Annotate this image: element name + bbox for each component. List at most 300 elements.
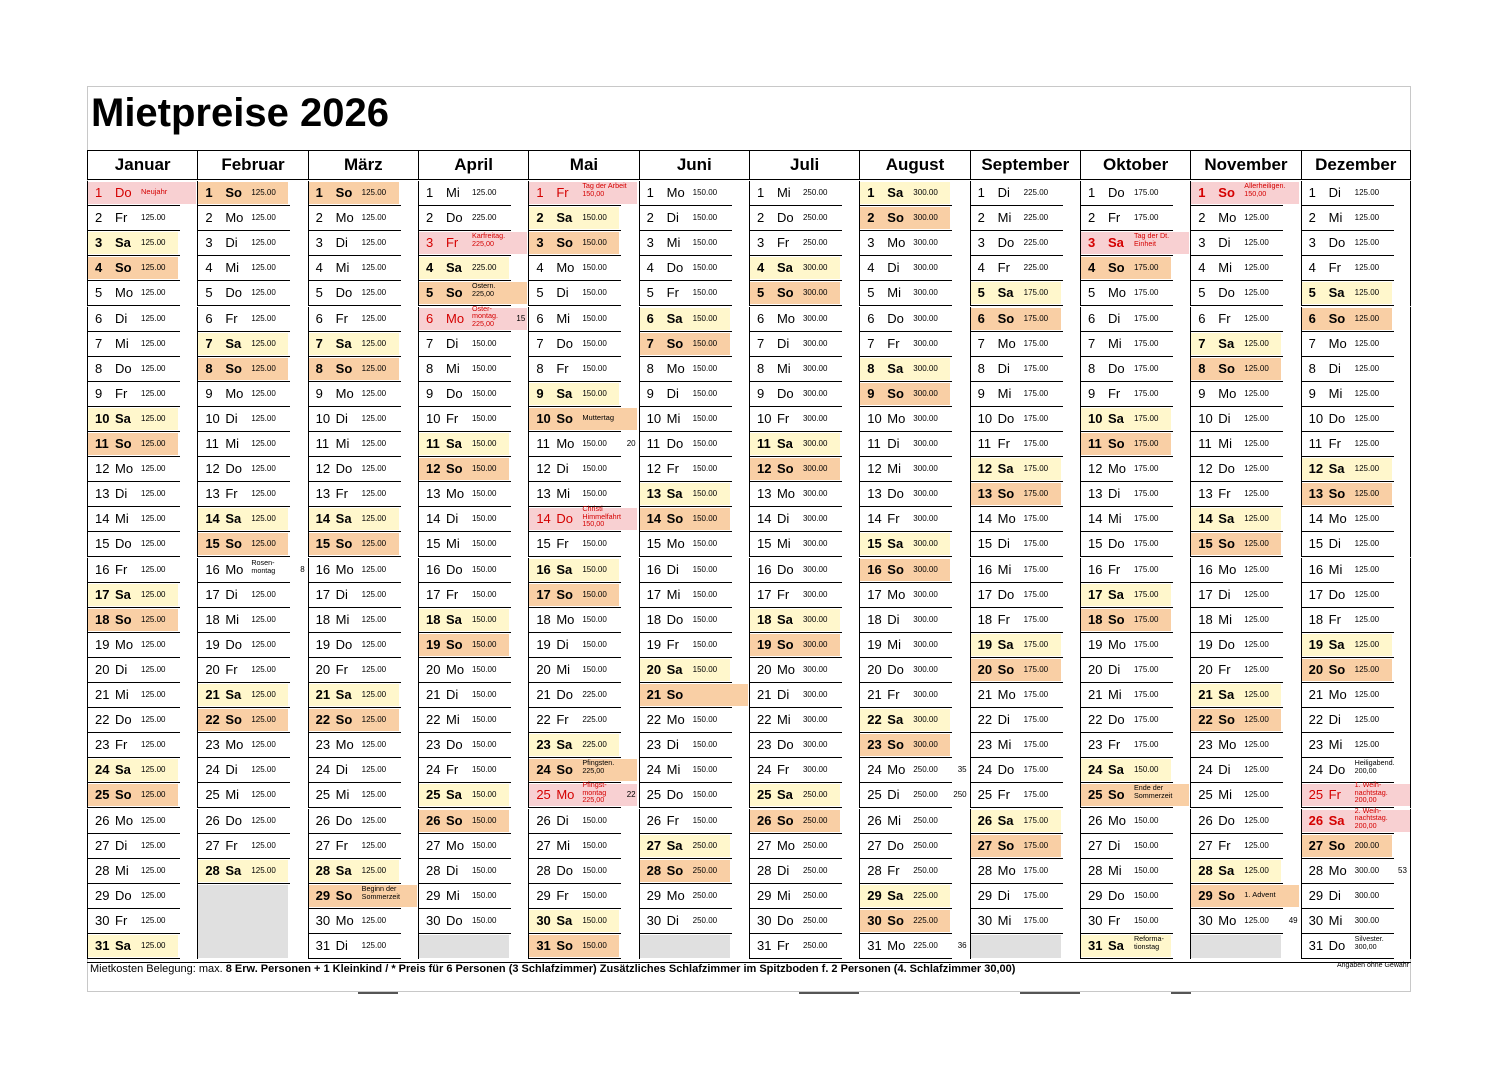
day-number: 6	[756, 310, 765, 326]
page-title: Mietpreise 2026	[91, 91, 389, 135]
day-number: 6	[536, 310, 544, 326]
weekday: Mi	[556, 661, 571, 677]
day-price: 175.00	[1133, 614, 1159, 624]
day-number: 3	[646, 235, 654, 251]
day-number: 7	[315, 335, 323, 351]
day-number: 15	[536, 536, 551, 552]
day-price: 150.00	[471, 514, 497, 524]
day-row	[639, 733, 749, 758]
day-number: 22	[867, 712, 882, 728]
day-row	[1301, 231, 1411, 256]
day-row	[1301, 834, 1411, 859]
day-number: 29	[646, 887, 662, 903]
weekday: So	[1218, 887, 1235, 903]
day-price: 125.00	[361, 941, 387, 950]
day-number: 8	[315, 360, 323, 376]
day-row	[749, 809, 859, 834]
day-number: 8	[1198, 360, 1206, 376]
day-number: 19	[867, 636, 882, 652]
weekday: Mi	[335, 436, 350, 451]
day-number: 20	[646, 661, 662, 677]
day-price: 125.00	[1354, 564, 1380, 574]
weekday: Fr	[887, 687, 900, 702]
day-row	[197, 608, 307, 633]
day-row	[749, 758, 859, 783]
day-number: 9	[95, 385, 103, 401]
day-row	[1301, 805, 1411, 834]
weekday: Do	[1328, 410, 1346, 426]
weekday: So	[1218, 712, 1235, 728]
day-number: 3	[425, 235, 434, 251]
weekday: Di	[115, 837, 128, 853]
weekday: Mo	[666, 185, 685, 200]
day-row	[308, 884, 418, 909]
day-number: 25	[536, 787, 551, 803]
day-price: 125.00	[251, 238, 276, 248]
day-row	[1190, 708, 1300, 733]
day-number: 29	[425, 887, 441, 903]
day-price: 125.00	[251, 740, 276, 750]
day-number: 16	[536, 561, 551, 577]
month-column	[859, 150, 969, 962]
month-header: September	[970, 150, 1080, 180]
day-price: 150.00	[582, 890, 607, 900]
day-price: 125.00	[1244, 514, 1269, 524]
day-price: 300.00	[913, 664, 938, 674]
day-row	[528, 884, 638, 909]
day-row	[1190, 432, 1300, 457]
day-number: 22	[1308, 712, 1324, 728]
day-number: 1	[1198, 185, 1206, 200]
day-price: 125.00	[471, 188, 497, 197]
weekday: So	[335, 887, 353, 903]
day-price: 175.00	[1133, 363, 1159, 373]
weekday: Mo	[1328, 511, 1347, 527]
weekday: Di	[887, 436, 900, 451]
day-number: 9	[536, 385, 544, 401]
day-row	[418, 457, 528, 482]
weekday: Di	[556, 461, 569, 477]
day-number: 21	[95, 687, 110, 702]
day-price: 300.00	[802, 564, 828, 574]
day-row	[859, 432, 969, 457]
day-price: 125.00	[1354, 288, 1380, 298]
day-price: 300.00	[802, 765, 828, 775]
day-row	[859, 357, 969, 382]
day-row	[859, 859, 969, 884]
day-number: 12	[536, 461, 551, 477]
day-number: 4	[536, 260, 544, 276]
day-row	[197, 432, 307, 457]
day-price: 125.00	[361, 664, 387, 674]
day-price: 125.00	[141, 915, 166, 925]
weekday: Mi	[997, 561, 1012, 577]
day-number: 29	[95, 887, 110, 903]
day-row	[418, 432, 528, 457]
day-number: 5	[977, 285, 985, 301]
day-price: 125.00	[141, 589, 166, 599]
day-row	[749, 382, 859, 407]
day-price: 300.00	[913, 288, 938, 298]
weekday: So	[666, 862, 684, 878]
empty-fill	[419, 935, 509, 958]
day-number: 29	[315, 887, 331, 903]
day-price: 150.00	[582, 564, 607, 574]
day-number: 9	[756, 385, 765, 401]
day-number: 29	[1087, 887, 1103, 903]
day-price: 300.00	[802, 489, 828, 499]
day-row	[528, 608, 638, 633]
day-row	[639, 633, 749, 658]
weekday: Do	[115, 185, 132, 200]
day-number: 19	[315, 636, 331, 652]
day-price: 125.00	[141, 363, 166, 373]
day-row	[197, 532, 307, 557]
weekday: Mo	[335, 385, 354, 401]
day-price: 150.00	[692, 715, 718, 725]
day-row	[1080, 658, 1190, 683]
day-number: 14	[205, 511, 220, 527]
day-number: 24	[977, 762, 993, 778]
day-row	[639, 909, 749, 934]
day-row	[1301, 909, 1411, 934]
day-number: 23	[867, 737, 882, 753]
day-row	[639, 432, 749, 457]
day-row	[1080, 231, 1190, 256]
weekday: Mi	[445, 360, 460, 376]
weekday: Mo	[666, 536, 685, 552]
day-row	[308, 332, 418, 357]
day-row	[197, 357, 307, 382]
day-number: 27	[646, 837, 662, 853]
day-number: 3	[95, 235, 103, 251]
day-number: 24	[1308, 762, 1324, 778]
day-row	[749, 507, 859, 532]
day-price: 125.00	[141, 439, 166, 448]
day-number: 27	[867, 837, 882, 853]
day-price: 150.00	[692, 489, 718, 499]
month-header: Juni	[639, 150, 749, 180]
weekday: Di	[1218, 762, 1231, 778]
day-row	[308, 181, 418, 206]
day-row	[197, 231, 307, 256]
weekday: Do	[1218, 285, 1235, 301]
day-number: 24	[425, 762, 441, 778]
day-number: 24	[867, 762, 882, 778]
day-price: 175.00	[1133, 213, 1159, 223]
day-row	[528, 407, 638, 432]
day-price: 300.00	[802, 715, 828, 725]
day-price: 300.00	[802, 514, 828, 524]
day-row	[418, 658, 528, 683]
weekday: Sa	[115, 410, 131, 426]
row-underline	[1081, 958, 1173, 959]
day-row	[639, 884, 749, 909]
day-row	[308, 909, 418, 934]
weekday: So	[1107, 787, 1125, 803]
weekday: Sa	[445, 611, 462, 627]
day-row	[970, 909, 1080, 934]
day-price: 125.00	[361, 815, 387, 825]
day-row	[418, 733, 528, 758]
day-row	[1190, 859, 1300, 884]
weekday: So	[1107, 260, 1125, 276]
day-price: 125.00	[1354, 464, 1380, 474]
day-number: 15	[646, 536, 662, 552]
day-row	[970, 733, 1080, 758]
day-price: 125.00	[251, 664, 276, 674]
day-number: 31	[95, 938, 110, 953]
day-price: 300.00	[913, 213, 938, 223]
day-number: 4	[867, 260, 875, 276]
day-price: 150.00	[471, 664, 497, 674]
day-price: 300.00	[802, 263, 828, 273]
day-price: 300.00	[913, 188, 938, 197]
day-row	[859, 558, 969, 583]
weekday: Mo	[556, 611, 575, 627]
day-number: 10	[1087, 410, 1103, 426]
weekday: Fr	[225, 486, 238, 502]
day-price: 125.00	[361, 740, 387, 750]
weekday: Do	[666, 611, 684, 627]
weekday: Sa	[776, 787, 793, 803]
day-row	[639, 783, 749, 808]
day-row	[1301, 558, 1411, 583]
day-number: 4	[977, 260, 985, 276]
weekday: Mi	[776, 536, 791, 552]
day-number: 18	[646, 611, 662, 627]
day-price: 175.00	[1023, 765, 1049, 775]
day-number: 15	[1198, 536, 1213, 552]
weekday: So	[445, 812, 463, 828]
day-number: 20	[425, 661, 441, 677]
day-price: 150.00	[692, 439, 718, 448]
day-price: 300.00	[802, 664, 828, 674]
day-price: 125.00	[141, 840, 166, 850]
weekday: So	[445, 636, 463, 652]
day-row	[749, 934, 859, 959]
day-number: 7	[977, 335, 985, 351]
day-number: 7	[646, 335, 654, 351]
empty-fill	[971, 935, 1061, 958]
day-row	[970, 357, 1080, 382]
day-number: 1	[646, 185, 654, 200]
weekday: Mo	[997, 862, 1016, 878]
day-number: 5	[1308, 285, 1316, 301]
weekday: Fr	[1218, 661, 1231, 677]
day-row	[859, 683, 969, 708]
weekday: So	[666, 335, 684, 351]
weekday: Mo	[556, 787, 575, 803]
day-row	[1190, 532, 1300, 557]
day-price: 125.00	[1244, 539, 1269, 549]
day-row	[418, 181, 528, 206]
day-number: 19	[646, 636, 662, 652]
weekday: Do	[445, 385, 463, 401]
day-row	[1301, 407, 1411, 432]
holiday-note: Ende der Sommerzeit	[1133, 783, 1173, 801]
day-number: 26	[977, 812, 993, 828]
row-underline	[750, 958, 842, 959]
day-price: 150.00	[692, 413, 718, 423]
weekday: Do	[1218, 636, 1235, 652]
day-row	[1301, 532, 1411, 557]
weekday: Mo	[1218, 210, 1237, 226]
day-price: 125.00	[1244, 313, 1269, 323]
holiday-note: Ostern. 225,00	[471, 281, 496, 299]
day-row	[528, 658, 638, 683]
day-price: 125.00	[141, 388, 166, 398]
day-row	[87, 558, 197, 583]
weekday: Di	[1218, 410, 1231, 426]
day-row	[749, 482, 859, 507]
day-price: 175.00	[1133, 564, 1159, 574]
day-row	[1080, 909, 1190, 934]
weekday: Sa	[776, 260, 793, 276]
day-number: 21	[1198, 687, 1213, 702]
day-price: 150.00	[582, 589, 607, 599]
day-price: 175.00	[1133, 439, 1159, 448]
day-price: 300.00	[802, 464, 828, 474]
weekday: Do	[556, 862, 573, 878]
crop-mark	[799, 992, 859, 994]
month-column	[639, 150, 749, 962]
weekday: Di	[115, 661, 128, 677]
day-row	[970, 783, 1080, 808]
day-row	[859, 256, 969, 281]
weekday: Mo	[445, 310, 465, 326]
weekday: Fr	[1218, 310, 1231, 326]
day-row	[308, 859, 418, 884]
day-number: 27	[977, 837, 993, 853]
day-row	[1301, 357, 1411, 382]
day-row	[528, 231, 638, 256]
day-price: 125.00	[1244, 765, 1269, 775]
day-row	[1080, 834, 1190, 859]
weekday: Do	[445, 737, 463, 753]
day-number: 10	[95, 410, 110, 426]
month-header: April	[418, 150, 528, 180]
day-row	[418, 382, 528, 407]
day-number: 18	[977, 611, 993, 627]
day-row	[749, 181, 859, 206]
day-number: 2	[1308, 210, 1316, 226]
weekday: Fr	[887, 335, 900, 351]
weekday: So	[115, 787, 132, 803]
weekday: Mi	[997, 737, 1012, 753]
day-row	[1301, 206, 1411, 231]
day-row	[87, 608, 197, 633]
day-row	[1080, 507, 1190, 532]
day-price: 175.00	[1023, 815, 1049, 825]
day-row	[197, 783, 307, 808]
day-number: 6	[1087, 310, 1096, 326]
day-number: 28	[1087, 862, 1103, 878]
day-number: 22	[977, 712, 993, 728]
day-number: 28	[867, 862, 882, 878]
holiday-note: Christi Himmelfahrt 150,00	[582, 504, 622, 529]
weekday: Sa	[556, 210, 573, 226]
weekday: Di	[225, 586, 238, 602]
day-number: 24	[536, 762, 551, 778]
weekday: Sa	[1107, 938, 1124, 953]
day-price: 125.00	[361, 313, 387, 323]
day-row	[1190, 256, 1300, 281]
day-price: 125.00	[141, 313, 166, 323]
day-price: 150.00	[582, 489, 607, 499]
day-number: 23	[1198, 737, 1213, 753]
weekday: Do	[225, 461, 242, 477]
weekday: Fr	[1107, 561, 1121, 577]
day-number: 30	[646, 912, 662, 928]
weekday: Di	[115, 486, 128, 502]
day-price: 225.00	[582, 715, 607, 725]
day-row	[87, 382, 197, 407]
day-price: 150.00	[692, 815, 718, 825]
weekday: Mo	[115, 461, 134, 477]
day-price: 150.00	[692, 288, 718, 298]
day-price: 125.00	[141, 815, 166, 825]
day-number: 1	[1308, 185, 1316, 200]
day-price: 150.00	[582, 639, 607, 649]
day-row	[859, 532, 969, 557]
weekday: Mo	[887, 762, 906, 778]
day-price: 150.00	[1133, 915, 1159, 925]
day-number: 26	[1198, 812, 1213, 828]
weekday: Sa	[1328, 812, 1345, 828]
day-row	[418, 281, 528, 306]
day-number: 1	[756, 185, 765, 200]
weekday: Mi	[225, 436, 240, 451]
weekday: Fr	[997, 260, 1010, 276]
day-number: 20	[315, 661, 331, 677]
day-row	[308, 457, 418, 482]
month-header: Juli	[749, 150, 859, 180]
day-price: 125.00	[1244, 439, 1269, 448]
day-number: 31	[1308, 938, 1324, 953]
day-price: 150.00	[692, 213, 718, 223]
day-row	[859, 407, 969, 432]
day-number: 1	[536, 185, 544, 200]
weekday: Di	[1328, 185, 1341, 200]
day-row	[308, 683, 418, 708]
day-row	[970, 231, 1080, 256]
day-price: 125.00	[1244, 740, 1269, 750]
day-price: 300.00	[802, 589, 828, 599]
day-price: 150.00	[582, 941, 607, 950]
day-number: 28	[1198, 862, 1213, 878]
day-row	[1301, 733, 1411, 758]
day-number: 6	[205, 310, 213, 326]
day-row	[197, 457, 307, 482]
day-row	[1080, 758, 1190, 783]
weekday: Mo	[335, 737, 354, 753]
weekday: Mi	[556, 837, 571, 853]
day-number: 22	[536, 712, 551, 728]
day-price: 125.00	[1354, 514, 1380, 524]
day-row	[418, 683, 528, 708]
weekday: Fr	[1107, 912, 1121, 928]
day-number: 28	[1308, 862, 1324, 878]
weekday: So	[1328, 837, 1346, 853]
day-row	[749, 683, 859, 708]
day-number: 17	[1308, 586, 1324, 602]
day-row	[859, 834, 969, 859]
weekday: Do	[1107, 360, 1125, 376]
day-row	[1190, 181, 1300, 206]
day-number: 4	[1198, 260, 1206, 276]
day-row	[1301, 432, 1411, 457]
